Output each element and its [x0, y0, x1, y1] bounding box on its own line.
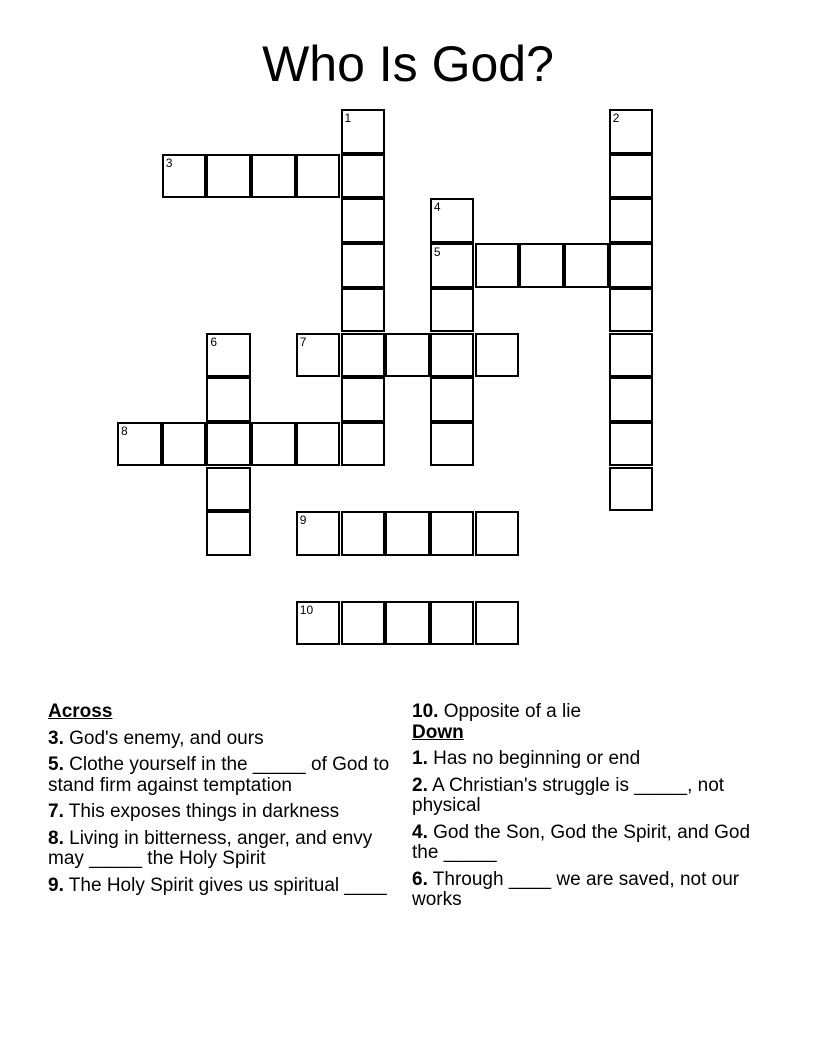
crossword-cell[interactable] — [609, 467, 654, 512]
crossword-cell[interactable] — [430, 601, 475, 646]
clue-across-8 — [48, 829, 408, 870]
crossword-cell-1[interactable] — [341, 109, 386, 154]
crossword-cell[interactable] — [475, 511, 520, 556]
crossword-cell[interactable] — [341, 243, 386, 288]
crossword-cell[interactable] — [251, 154, 296, 199]
crossword-cell[interactable] — [162, 422, 207, 467]
crossword-cell[interactable] — [430, 511, 475, 556]
clue-number: 1. — [412, 748, 428, 769]
crossword-cell[interactable] — [430, 333, 475, 378]
crossword-cell[interactable] — [341, 422, 386, 467]
clue-number: 7. — [48, 801, 64, 822]
cell-number: 10 — [299, 602, 314, 617]
crossword-cell[interactable] — [341, 154, 386, 199]
crossword-cell-6[interactable] — [206, 333, 251, 378]
crossword-cell-3[interactable] — [162, 154, 207, 199]
clue-across-10 — [412, 702, 772, 723]
crossword-cell[interactable] — [475, 601, 520, 646]
clue-text: God the Son, God the Spirit, and God the _____ — [412, 821, 751, 863]
crossword-cell[interactable] — [206, 154, 251, 199]
cell-number: 5 — [433, 245, 441, 260]
clue-down-6 — [412, 870, 772, 911]
clue-text: Clothe yourself in the _____ of God to stand firm against temptation — [48, 754, 390, 796]
cell-number: 9 — [299, 513, 307, 528]
crossword-cell[interactable] — [341, 601, 386, 646]
crossword-cell[interactable] — [475, 333, 520, 378]
clue-text: A Christian's struggle is _____, not physical — [412, 774, 725, 816]
clue-down-2 — [412, 776, 772, 817]
cell-number: 1 — [344, 111, 352, 125]
crossword-cell[interactable] — [251, 422, 296, 467]
crossword-cell[interactable] — [206, 511, 251, 556]
crossword-cell[interactable] — [609, 333, 654, 378]
cell-number: 7 — [299, 334, 307, 349]
clue-text: Has no beginning or end — [433, 748, 641, 769]
clue-number: 6. — [412, 868, 428, 890]
crossword-cell-9[interactable] — [296, 511, 341, 556]
crossword-cell[interactable] — [609, 422, 654, 467]
crossword-cell[interactable] — [385, 601, 430, 646]
crossword-cell[interactable] — [475, 243, 520, 288]
clue-text: The Holy Spirit gives us spiritual ____ — [68, 874, 387, 896]
crossword-cell[interactable] — [206, 377, 251, 422]
clue-text: God's enemy, and ours — [69, 727, 264, 749]
clue-down-1 — [412, 749, 772, 770]
clue-number: 3. — [48, 727, 64, 749]
clue-number: 10. — [412, 701, 439, 722]
crossword-cell-10[interactable] — [296, 601, 341, 646]
clue-number: 5. — [48, 754, 64, 775]
crossword-cell[interactable] — [564, 243, 609, 288]
clue-text: Living in bitterness, anger, and envy may _____ the Holy Spirit — [48, 827, 373, 869]
crossword-cell[interactable] — [519, 243, 564, 288]
clues-left-column — [48, 702, 408, 902]
clue-text: Opposite of a lie — [443, 701, 582, 722]
crossword-cell[interactable] — [609, 288, 654, 333]
crossword-cell[interactable] — [206, 422, 251, 467]
cell-number: 4 — [433, 200, 441, 215]
crossword-cell-4[interactable] — [430, 198, 475, 243]
clue-number: 2. — [412, 774, 428, 796]
crossword-cell[interactable] — [385, 511, 430, 556]
clue-down-4 — [412, 823, 772, 864]
clues-right-column — [412, 702, 772, 917]
crossword-cell[interactable] — [609, 243, 654, 288]
across-heading: Across — [48, 701, 113, 722]
cell-number: 2 — [612, 111, 620, 125]
crossword-cell[interactable] — [609, 198, 654, 243]
crossword-cell[interactable] — [430, 422, 475, 467]
clue-across-5 — [48, 755, 408, 796]
down-heading: Down — [412, 721, 464, 743]
crossword-cell[interactable] — [341, 333, 386, 378]
clue-number: 9. — [48, 874, 64, 896]
crossword-cell-5[interactable] — [430, 243, 475, 288]
clue-across-9 — [48, 876, 408, 897]
crossword-cell[interactable] — [341, 511, 386, 556]
crossword-cell[interactable] — [206, 467, 251, 512]
crossword-cell-8[interactable] — [117, 422, 162, 467]
crossword-cell[interactable] — [430, 288, 475, 333]
crossword-cell[interactable] — [609, 154, 654, 199]
clue-number: 8. — [48, 827, 64, 849]
crossword-cell[interactable] — [609, 377, 654, 422]
clue-across-7 — [48, 802, 408, 823]
crossword-cell[interactable] — [430, 377, 475, 422]
crossword-cell-2[interactable] — [609, 109, 654, 154]
crossword-cell[interactable] — [341, 377, 386, 422]
crossword-cell[interactable] — [385, 333, 430, 378]
crossword-cell-7[interactable] — [296, 333, 341, 378]
puzzle-title: Who Is God? — [262, 36, 554, 92]
clue-text: Through ____ we are saved, not our works — [412, 868, 740, 910]
clue-across-3 — [48, 729, 408, 750]
crossword-cell[interactable] — [341, 198, 386, 243]
cell-number: 8 — [121, 423, 128, 438]
clue-number: 4. — [412, 821, 428, 843]
cell-number: 3 — [165, 155, 173, 170]
crossword-cell[interactable] — [341, 288, 386, 333]
clue-text: This exposes things in darkness — [68, 801, 340, 822]
cell-number: 6 — [210, 334, 218, 349]
crossword-cell[interactable] — [296, 422, 341, 467]
crossword-cell[interactable] — [296, 154, 341, 199]
